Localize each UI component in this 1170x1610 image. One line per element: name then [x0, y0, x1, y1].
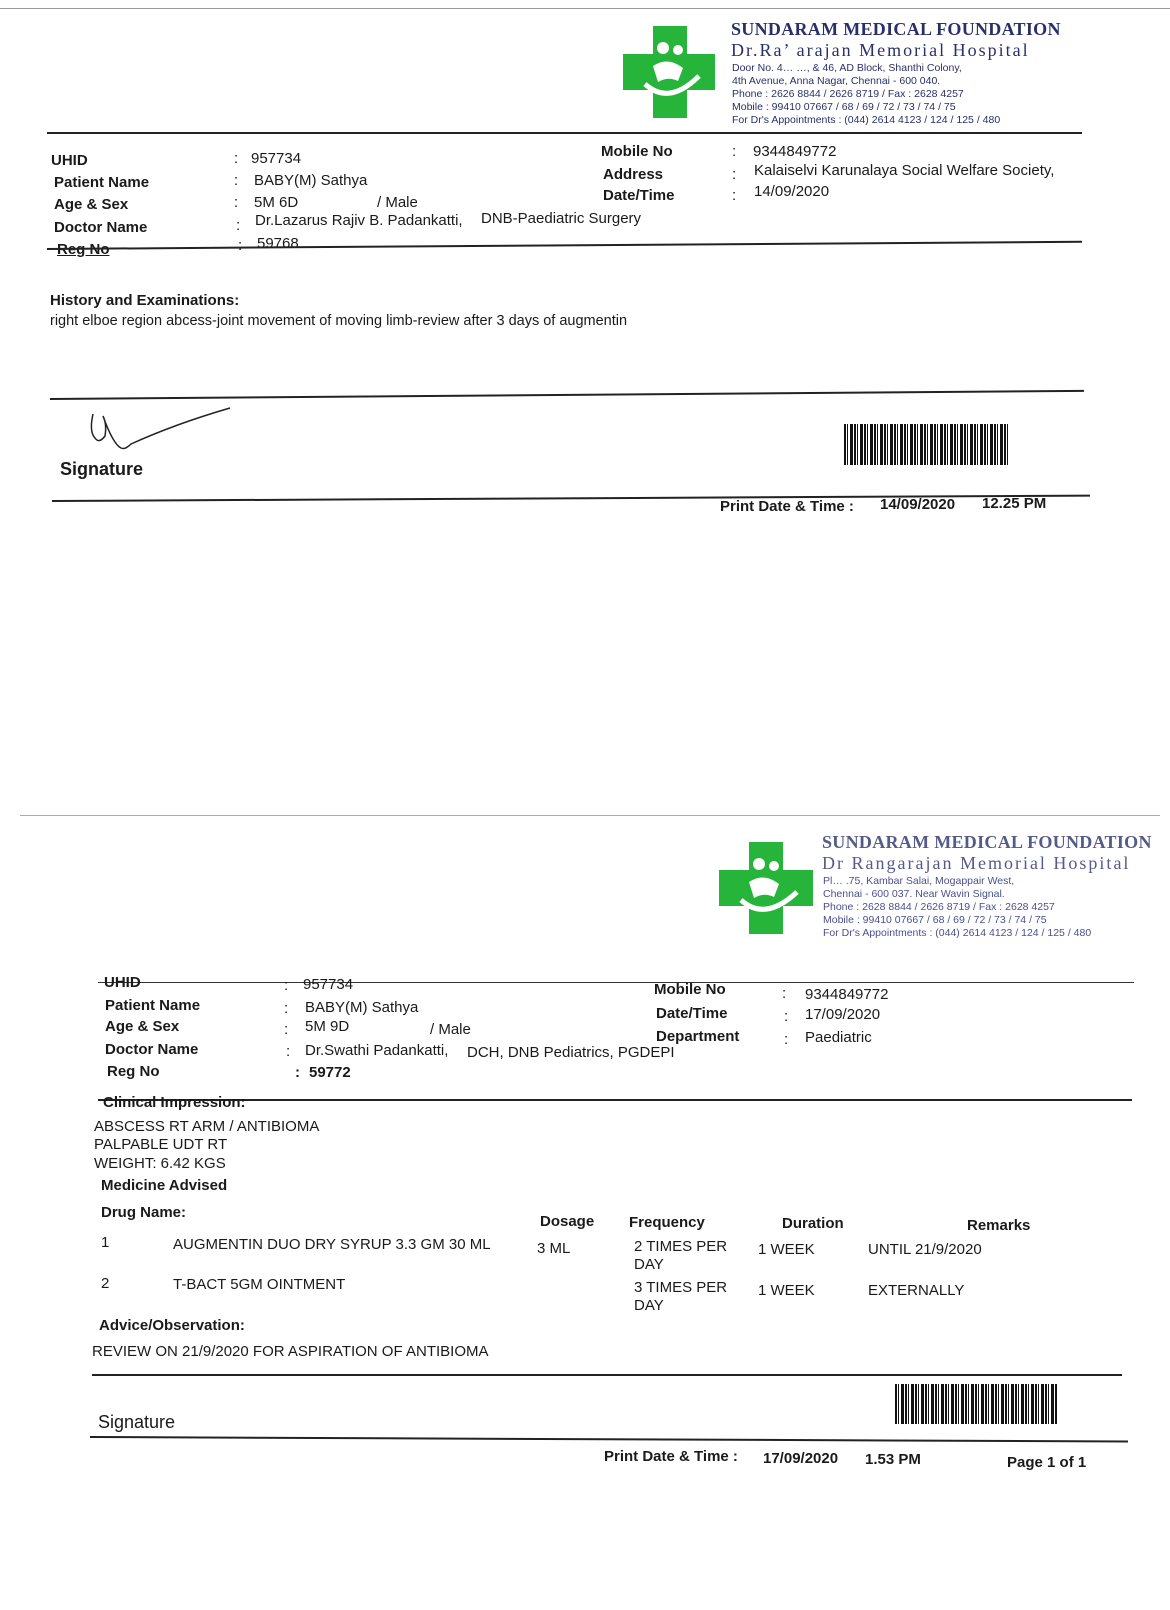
clinical-line-2: PALPABLE UDT RT: [94, 1136, 228, 1153]
colon: :: [784, 1008, 789, 1025]
reg-no-value: 59772: [309, 1064, 351, 1081]
department-value: Paediatric: [805, 1029, 872, 1046]
doctor-qualification: DCH, DNB Pediatrics, PGDEPI: [467, 1044, 675, 1061]
age-value: 5M 9D: [305, 1018, 350, 1035]
barcode: [844, 424, 1010, 465]
colon: :: [234, 172, 239, 189]
frequency-header: Frequency: [629, 1214, 705, 1231]
drug-frequency-2: DAY: [634, 1297, 664, 1314]
drug-duration: 1 WEEK: [758, 1282, 815, 1299]
colon: :: [732, 187, 737, 204]
age-sex-label: Age & Sex: [105, 1018, 180, 1035]
drug-frequency-1: 3 TIMES PER: [634, 1279, 728, 1296]
uhid-value: 957734: [251, 150, 302, 167]
barcode: [895, 1384, 1058, 1424]
colon: :: [284, 1000, 289, 1017]
mobile-no-value: 9344849772: [805, 986, 889, 1003]
address-value: Kalaiselvi Karunalaya Social Welfare Society,: [754, 162, 1055, 179]
colon: :: [284, 1021, 289, 1038]
drug-remarks: EXTERNALLY: [868, 1282, 965, 1299]
date-time-label: Date/Time: [603, 187, 675, 204]
colon: :: [238, 237, 243, 254]
history-title: History and Examinations:: [50, 292, 240, 309]
caregiver-icon: [719, 842, 813, 934]
hospital-logo-2: [719, 842, 813, 934]
patient-name-label: Patient Name: [105, 997, 201, 1014]
hospital-mobile: Mobile : 99410 07667 / 68 / 69 / 72 / 73 / 74 / 75: [732, 101, 956, 113]
colon: :: [234, 194, 239, 211]
signature-scribble: [85, 404, 245, 464]
hospital-appointments: For Dr's Appointments : (044) 2614 4123 / 124 / 125 / 480: [732, 114, 1001, 126]
colon: :: [236, 217, 241, 234]
print-time: 12.25 PM: [982, 495, 1047, 512]
sex-value: / Male: [430, 1021, 471, 1038]
doctor-name-value: Dr.Swathi Padankatti,: [305, 1042, 449, 1059]
hospital-name: SUNDARAM MEDICAL FOUNDATION: [731, 19, 1061, 39]
hospital-address-1: Pl… .75, Kambar Salai, Mogappair West,: [823, 875, 1015, 887]
hospital-appointments: For Dr's Appointments : (044) 2614 4123 / 124 / 125 / 480: [823, 927, 1092, 939]
hospital-mobile: Mobile : 99410 07667 / 68 / 69 / 72 / 73 / 74 / 75: [823, 914, 1047, 926]
print-date: 14/09/2020: [880, 496, 956, 513]
reg-no-label: Reg No: [57, 241, 110, 258]
page-number: Page 1 of 1: [1007, 1454, 1087, 1471]
date-time-value: 17/09/2020: [805, 1006, 881, 1023]
colon: :: [732, 143, 737, 160]
medicine-advised-title: Medicine Advised: [101, 1177, 228, 1194]
reg-no-label: Reg No: [107, 1063, 160, 1080]
drug-frequency-2: DAY: [634, 1256, 664, 1273]
clinical-line-3: WEIGHT: 6.42 KGS: [94, 1155, 226, 1172]
doctor-name-label: Doctor Name: [105, 1041, 199, 1058]
print-label: Print Date & Time :: [604, 1448, 738, 1465]
colon: :: [286, 1043, 291, 1060]
doctor-name-label: Doctor Name: [54, 219, 148, 236]
print-label: Print Date & Time :: [720, 498, 854, 515]
doctor-name-value: Dr.Lazarus Rajiv B. Padankatti,: [255, 212, 463, 229]
hospital-name: SUNDARAM MEDICAL FOUNDATION: [822, 832, 1152, 852]
remarks-header: Remarks: [967, 1217, 1031, 1234]
doctor-qualification: DNB-Paediatric Surgery: [481, 210, 642, 227]
drug-remarks: UNTIL 21/9/2020: [868, 1241, 982, 1258]
drug-dosage: 3 ML: [537, 1240, 571, 1257]
drug-name: AUGMENTIN DUO DRY SYRUP 3.3 GM 30 ML: [173, 1236, 491, 1253]
caregiver-icon: [623, 26, 715, 118]
mobile-no-label: Mobile No: [601, 143, 673, 160]
mobile-no-value: 9344849772: [753, 143, 837, 160]
hospital-phone: Phone : 2628 8844 / 2626 8719 / Fax : 2628 4257: [823, 901, 1055, 913]
drug-no: 2: [101, 1275, 110, 1292]
footer-divider: [90, 1436, 1128, 1443]
colon: :: [784, 1031, 789, 1048]
drug-name: T-BACT 5GM OINTMENT: [173, 1276, 346, 1293]
hospital-address-2: Chennai - 600 037. Near Wavin Signal.: [823, 888, 1005, 900]
patient-divider: [98, 1099, 1132, 1101]
hospital-address-2: 4th Avenue, Anna Nagar, Chennai - 600 040.: [732, 75, 941, 87]
mobile-no-label: Mobile No: [654, 981, 726, 998]
uhid-label: UHID: [104, 974, 141, 991]
date-time-label: Date/Time: [656, 1005, 728, 1022]
slip-edge-line: [20, 815, 1160, 816]
signature-label: Signature: [98, 1412, 176, 1432]
patient-name-value: BABY(M) Sathya: [305, 999, 419, 1016]
hospital-logo-1: [623, 26, 715, 118]
clinical-impression-title: Clinical Impression:: [103, 1094, 246, 1111]
department-label: Department: [656, 1028, 740, 1045]
sex-value: / Male: [377, 194, 418, 211]
drug-name-header: Drug Name:: [101, 1204, 187, 1221]
address-label: Address: [603, 166, 664, 183]
history-divider: [50, 390, 1084, 400]
patient-name-value: BABY(M) Sathya: [254, 172, 368, 189]
patient-name-label: Patient Name: [54, 174, 150, 191]
hospital-address-1: Door No. 4… …, & 46, AD Block, Shanthi Colony,: [732, 62, 962, 74]
age-value: 5M 6D: [254, 194, 299, 211]
colon: :: [782, 985, 787, 1002]
header-divider: [47, 132, 1082, 134]
history-text: right elboe region abcess-joint movement of moving limb-review after 3 days of augmentin: [50, 313, 628, 329]
uhid-label: UHID: [51, 152, 88, 169]
clinical-line-1: ABSCESS RT ARM / ANTIBIOMA: [94, 1118, 320, 1135]
colon: :: [284, 977, 289, 994]
header-divider: [98, 982, 1134, 983]
duration-header: Duration: [782, 1215, 844, 1232]
hospital-phone: Phone : 2626 8844 / 2626 8719 / Fax : 2628 4257: [732, 88, 964, 100]
colon: :: [295, 1064, 300, 1081]
print-time: 1.53 PM: [865, 1451, 921, 1468]
top-edge-line: [0, 8, 1170, 9]
hospital-subname: Dr Rangarajan Memorial Hospital: [822, 853, 1131, 873]
advice-text: REVIEW ON 21/9/2020 FOR ASPIRATION OF ANTIBIOMA: [92, 1343, 489, 1360]
advice-title: Advice/Observation:: [99, 1317, 245, 1334]
drug-frequency-1: 2 TIMES PER: [634, 1238, 728, 1255]
dosage-header: Dosage: [540, 1213, 595, 1230]
uhid-value: 957734: [303, 976, 354, 993]
drug-no: 1: [101, 1234, 110, 1251]
signature-label: Signature: [60, 459, 144, 479]
print-date: 17/09/2020: [763, 1450, 839, 1467]
age-sex-label: Age & Sex: [54, 196, 129, 213]
hospital-subname: Dr.Ra’ arajan Memorial Hospital: [731, 40, 1030, 60]
colon: :: [234, 150, 239, 167]
colon: :: [732, 166, 737, 183]
reg-no-value: 59768: [257, 235, 299, 252]
patient-divider: [47, 241, 1082, 250]
advice-divider: [92, 1374, 1122, 1376]
date-time-value: 14/09/2020: [754, 183, 830, 200]
drug-duration: 1 WEEK: [758, 1241, 815, 1258]
